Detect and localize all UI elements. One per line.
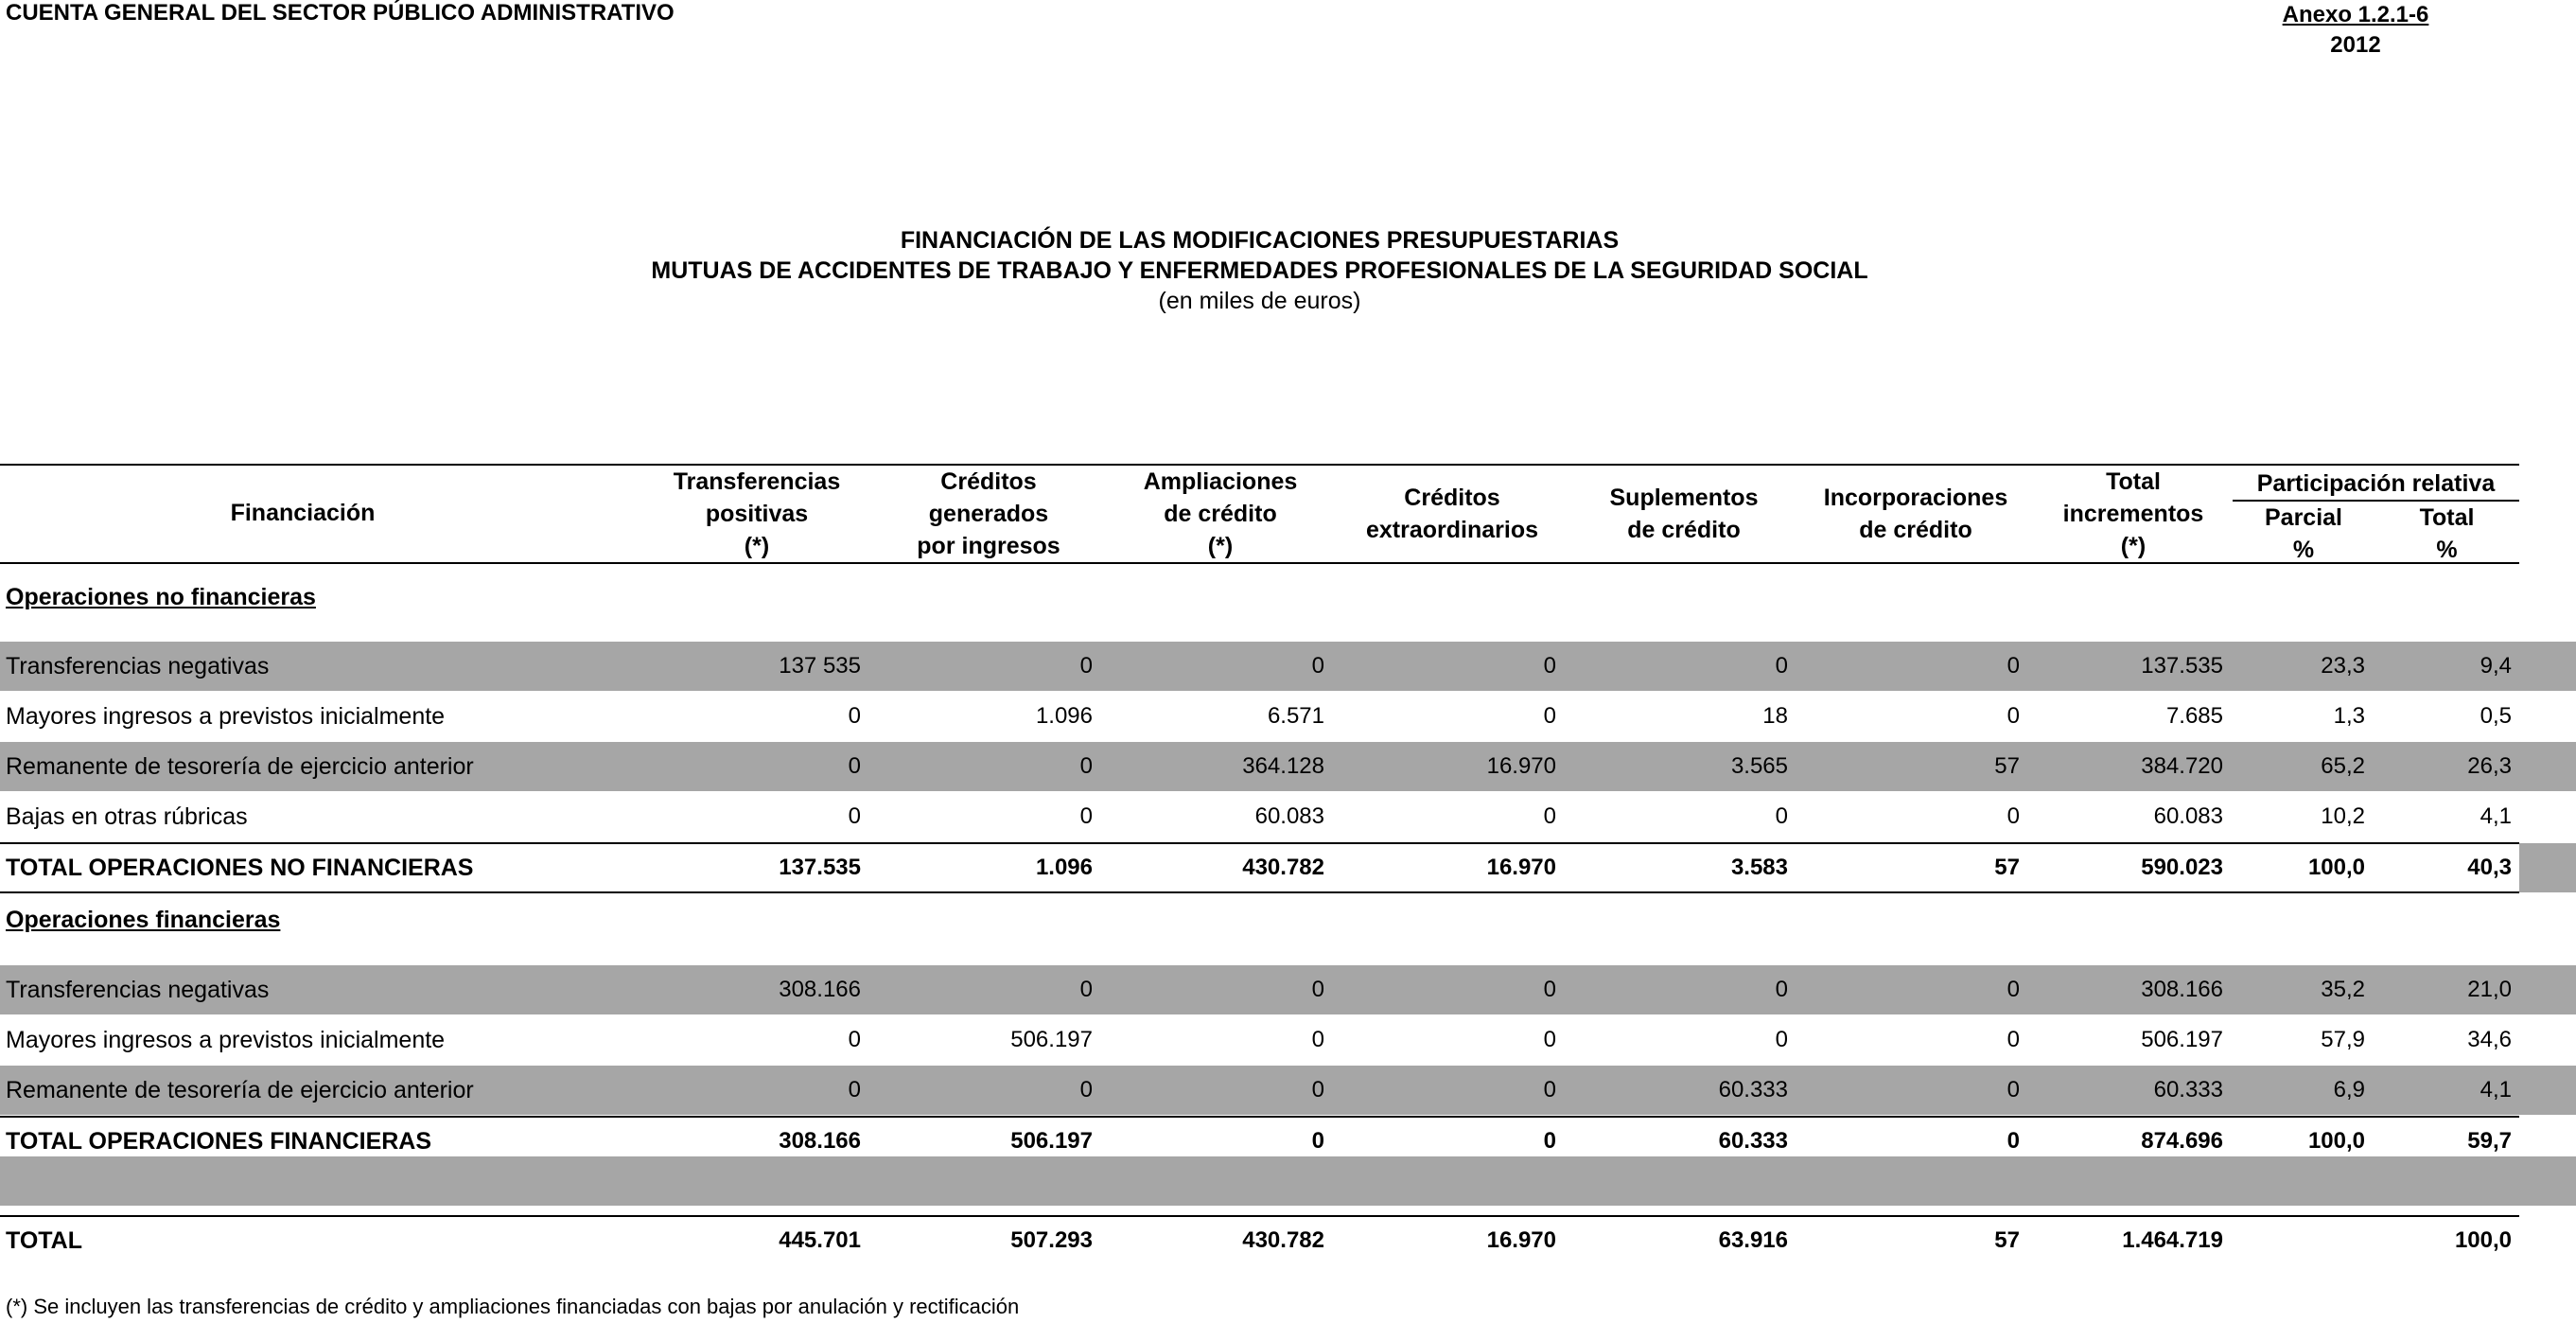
cell-ampliaciones: 0 <box>1311 1128 1324 1154</box>
cell-suplementos: 0 <box>1775 653 1788 679</box>
cell-incorporaciones: 57 <box>1994 1227 2020 1253</box>
cell-total-pct: 34,6 <box>2467 1027 2512 1052</box>
cell-ampliaciones: 364.128 <box>1242 753 1324 779</box>
cell-creditos-generados: 1.096 <box>1035 855 1093 880</box>
cell-incorporaciones: 57 <box>1994 855 2020 880</box>
cell-incorporaciones: 0 <box>2006 977 2020 1002</box>
row-label: TOTAL OPERACIONES FINANCIERAS <box>6 1128 432 1155</box>
cell-ampliaciones: 60.083 <box>1254 803 1324 829</box>
annex-year: 2012 <box>2330 32 2381 58</box>
cell-extraordinarios: 0 <box>1543 1077 1556 1102</box>
cell-extraordinarios: 16.970 <box>1486 855 1556 880</box>
annex-label: Anexo 1.2.1-6 <box>2282 2 2429 27</box>
cell-ampliaciones: 430.782 <box>1242 855 1324 880</box>
cell-total-pct: 9,4 <box>2480 653 2512 679</box>
cell-creditos-generados: 0 <box>1079 977 1093 1002</box>
cell-total-pct: 59,7 <box>2467 1128 2512 1154</box>
cell-parcial: 100,0 <box>2307 855 2365 880</box>
cell-incorporaciones: 0 <box>2006 1027 2020 1052</box>
cell-extraordinarios: 0 <box>1543 1128 1556 1154</box>
cell-extraordinarios: 0 <box>1543 1027 1556 1052</box>
cell-extraordinarios: 0 <box>1543 653 1556 679</box>
cell-ampliaciones: 430.782 <box>1242 1227 1324 1253</box>
cell-creditos-generados: 1.096 <box>1035 703 1093 729</box>
cell-parcial: 1,3 <box>2333 703 2365 729</box>
col-financiacion: Financiación <box>230 500 376 526</box>
annex-block <box>2252 0 2460 61</box>
cell-extraordinarios: 0 <box>1543 703 1556 729</box>
cell-transferencias: 308.166 <box>779 1128 861 1154</box>
grand-total-row <box>0 1216 2576 1265</box>
cell-total-incrementos: 60.333 <box>2153 1077 2223 1102</box>
col-suplementos: Suplementos de crédito <box>1609 485 1759 543</box>
total-no-financieras-row <box>0 843 2576 892</box>
cell-extraordinarios: 0 <box>1543 803 1556 829</box>
cell-suplementos: 0 <box>1775 803 1788 829</box>
cell-transferencias: 0 <box>848 803 861 829</box>
cell-parcial: 6,9 <box>2333 1077 2365 1102</box>
col-parcial: Parcial % <box>2264 504 2342 563</box>
cell-transferencias: 137.535 <box>779 855 861 880</box>
table-row <box>0 1015 2576 1065</box>
cell-incorporaciones: 0 <box>2006 653 2020 679</box>
cell-total-pct: 26,3 <box>2467 753 2512 779</box>
cell-parcial: 65,2 <box>2321 753 2365 779</box>
cell-transferencias: 308.166 <box>779 977 861 1002</box>
cell-incorporaciones: 57 <box>1994 753 2020 779</box>
cell-total-incrementos: 7.685 <box>2165 703 2223 729</box>
cell-total-pct: 4,1 <box>2480 1077 2512 1102</box>
table-row <box>0 965 2576 1014</box>
cell-transferencias: 0 <box>848 703 861 729</box>
row-label: Transferencias negativas <box>6 977 270 1003</box>
cell-total-pct: 0,5 <box>2480 703 2512 729</box>
cell-suplementos: 63.916 <box>1718 1227 1788 1253</box>
cell-total-incrementos: 590.023 <box>2141 855 2223 880</box>
cell-parcial: 10,2 <box>2321 803 2365 829</box>
cell-extraordinarios: 16.970 <box>1486 1227 1556 1253</box>
cell-parcial: 23,3 <box>2321 653 2365 679</box>
title-line-2: MUTUAS DE ACCIDENTES DE TRABAJO Y ENFERMEDADES PROFESIONALES DE LA SEGURIDAD SOCIAL <box>651 257 1868 284</box>
section-no-financieras: Operaciones no financieras <box>6 584 316 610</box>
section-financieras: Operaciones financieras <box>6 907 281 933</box>
row-label: Mayores ingresos a previstos inicialmente <box>6 703 446 730</box>
cell-total-pct: 21,0 <box>2467 977 2512 1002</box>
cell-transferencias: 0 <box>848 1077 861 1102</box>
row-label: Remanente de tesorería de ejercicio anterior <box>6 753 474 780</box>
col-incorporaciones: Incorporaciones de crédito <box>1823 485 2008 543</box>
cell-suplementos: 18 <box>1762 703 1788 729</box>
cell-creditos-generados: 507.293 <box>1010 1227 1093 1253</box>
header-bottom-rule <box>0 562 2519 564</box>
row-label: TOTAL <box>6 1227 83 1254</box>
row-edge-shading <box>2519 843 2576 892</box>
document-titles <box>0 225 2519 316</box>
title-line-1: FINANCIACIÓN DE LAS MODIFICACIONES PRESUPUESTARIAS <box>900 227 1620 254</box>
cell-total-pct: 4,1 <box>2480 803 2512 829</box>
cell-total-pct: 40,3 <box>2467 855 2512 880</box>
table-row <box>0 742 2576 791</box>
footnote: (*) Se incluyen las transferencias de crédito y ampliaciones financiadas con bajas por anulación y rectificación <box>6 1295 1020 1318</box>
table-row <box>0 1066 2576 1115</box>
cell-transferencias: 445.701 <box>779 1227 861 1253</box>
row-top-rule <box>0 842 2519 844</box>
row-top-rule <box>0 1215 2519 1217</box>
cell-total-incrementos: 384.720 <box>2141 753 2223 779</box>
cell-ampliaciones: 0 <box>1311 977 1324 1002</box>
col-transferencias: Transferencias positivas (*) <box>673 468 841 559</box>
cell-suplementos: 0 <box>1775 1027 1788 1052</box>
cell-total-incrementos: 308.166 <box>2141 977 2223 1002</box>
col-participacion: Participación relativa <box>2256 470 2496 497</box>
cell-suplementos: 60.333 <box>1718 1128 1788 1154</box>
row-top-rule <box>0 1116 2519 1118</box>
cell-transferencias: 137 535 <box>779 653 861 679</box>
col-creditos-generados: Créditos generados por ingresos <box>917 468 1060 559</box>
col-total-pct: Total % <box>2419 504 2475 563</box>
col-total-incrementos: Total incrementos (*) <box>2062 468 2204 559</box>
table-row <box>0 792 2576 841</box>
row-label: Transferencias negativas <box>6 653 270 679</box>
cell-suplementos: 0 <box>1775 977 1788 1002</box>
cell-suplementos: 3.583 <box>1730 855 1788 880</box>
cell-ampliaciones: 6.571 <box>1267 703 1324 729</box>
cell-incorporaciones: 0 <box>2006 703 2020 729</box>
row-label: Mayores ingresos a previstos inicialmente <box>6 1027 446 1053</box>
cell-creditos-generados: 0 <box>1079 1077 1093 1102</box>
cell-total-incrementos: 506.197 <box>2141 1027 2223 1052</box>
cell-ampliaciones: 0 <box>1311 1077 1324 1102</box>
row-bottom-rule <box>0 891 2519 893</box>
spacer-band <box>0 1156 2576 1206</box>
cell-total-incrementos: 1.464.719 <box>2122 1227 2223 1253</box>
cell-ampliaciones: 0 <box>1311 653 1324 679</box>
cell-total-incrementos: 60.083 <box>2153 803 2223 829</box>
col-ampliaciones: Ampliaciones de crédito (*) <box>1143 468 1298 559</box>
cell-creditos-generados: 506.197 <box>1010 1027 1093 1052</box>
cell-total-pct: 100,0 <box>2454 1227 2512 1253</box>
row-label: TOTAL OPERACIONES NO FINANCIERAS <box>6 855 474 881</box>
cell-transferencias: 0 <box>848 1027 861 1052</box>
col-extraordinarios: Créditos extraordinarios <box>1365 485 1538 543</box>
title-units: (en miles de euros) <box>1158 288 1361 314</box>
cell-creditos-generados: 0 <box>1079 753 1093 779</box>
row-label: Remanente de tesorería de ejercicio anterior <box>6 1077 474 1103</box>
table-row <box>0 692 2576 741</box>
cell-total-incrementos: 137.535 <box>2141 653 2223 679</box>
cell-creditos-generados: 0 <box>1079 803 1093 829</box>
cell-suplementos: 3.565 <box>1730 753 1788 779</box>
table-row <box>0 642 2576 691</box>
cell-incorporaciones: 0 <box>2006 803 2020 829</box>
cell-parcial: 100,0 <box>2307 1128 2365 1154</box>
cell-ampliaciones: 0 <box>1311 1027 1324 1052</box>
cell-incorporaciones: 0 <box>2006 1077 2020 1102</box>
cell-parcial: 35,2 <box>2321 977 2365 1002</box>
cell-total-incrementos: 874.696 <box>2141 1128 2223 1154</box>
cell-creditos-generados: 506.197 <box>1010 1128 1093 1154</box>
cell-extraordinarios: 16.970 <box>1486 753 1556 779</box>
cell-parcial: 57,9 <box>2321 1027 2365 1052</box>
row-label: Bajas en otras rúbricas <box>6 803 248 830</box>
cell-extraordinarios: 0 <box>1543 977 1556 1002</box>
report-title: CUENTA GENERAL DEL SECTOR PÚBLICO ADMINISTRATIVO <box>6 0 675 26</box>
cell-incorporaciones: 0 <box>2006 1128 2020 1154</box>
cell-transferencias: 0 <box>848 753 861 779</box>
cell-creditos-generados: 0 <box>1079 653 1093 679</box>
cell-suplementos: 60.333 <box>1718 1077 1788 1102</box>
